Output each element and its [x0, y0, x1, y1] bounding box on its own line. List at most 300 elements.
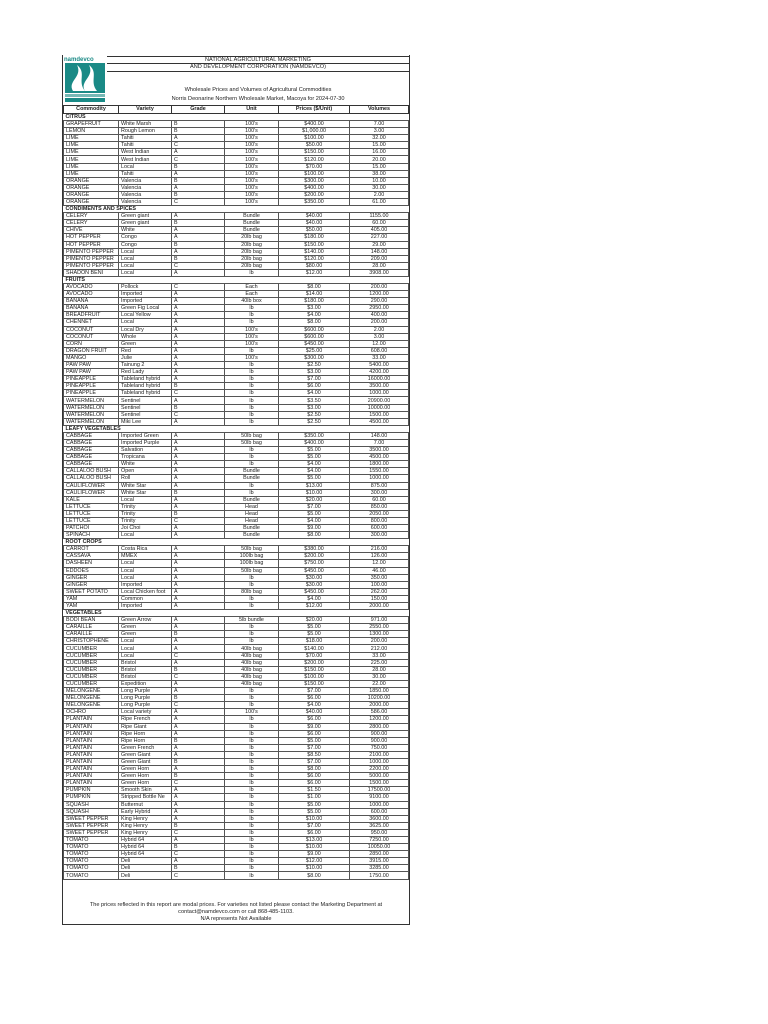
table-cell: Joi Choi	[119, 525, 172, 532]
table-cell: A	[172, 595, 225, 602]
table-cell: PUMPKIN	[64, 794, 119, 801]
table-cell: BANANA	[64, 298, 119, 305]
table-cell: A	[172, 234, 225, 241]
svg-text:namdevco: namdevco	[64, 57, 94, 63]
table-cell: Bundle	[225, 475, 279, 482]
table-cell: $8.00	[279, 872, 350, 879]
table-cell: 40lb bag	[225, 673, 279, 680]
table-cell: 9100.00	[350, 794, 409, 801]
table-row	[64, 468, 409, 475]
table-cell: Bundle	[225, 227, 279, 234]
table-cell: B	[172, 177, 225, 184]
table-cell: 2000.00	[350, 702, 409, 709]
table-cell: CABBAGE	[64, 432, 119, 439]
table-cell: 1500.00	[350, 780, 409, 787]
table-cell: Ripe Giant	[119, 723, 172, 730]
table-cell: DRAGON FRUIT	[64, 347, 119, 354]
table-cell: A	[172, 730, 225, 737]
table-cell: 100's	[225, 184, 279, 191]
table-cell: 2.00	[350, 191, 409, 198]
table-cell: CARAILLE	[64, 631, 119, 638]
org-line-2: AND DEVELOPMENT CORPORATION (NAMDEVCO)	[107, 63, 409, 72]
table-cell: Sentinel	[119, 411, 172, 418]
table-cell: WATERMELON	[64, 404, 119, 411]
table-row	[64, 199, 409, 206]
table-cell: $4.00	[279, 517, 350, 524]
table-cell: A	[172, 787, 225, 794]
table-cell: 1800.00	[350, 461, 409, 468]
table-cell: Salvation	[119, 447, 172, 454]
table-cell: 4200.00	[350, 369, 409, 376]
table-cell: Expedition	[119, 680, 172, 687]
table-cell: Green Horn	[119, 766, 172, 773]
table-row	[64, 737, 409, 744]
table-row	[64, 390, 409, 397]
table-cell: Local	[119, 262, 172, 269]
footer-na-note: N/A represents Not Available	[200, 915, 272, 922]
table-cell: Red	[119, 347, 172, 354]
table-cell: Bundle	[225, 213, 279, 220]
table-cell: Local	[119, 532, 172, 539]
table-cell: B	[172, 758, 225, 765]
table-cell: lb	[225, 631, 279, 638]
table-cell: A	[172, 376, 225, 383]
table-cell: $12.00	[279, 603, 350, 610]
table-cell: lb	[225, 780, 279, 787]
table-cell: B	[172, 822, 225, 829]
table-cell: A	[172, 808, 225, 815]
table-cell: Butternut	[119, 801, 172, 808]
table-row	[64, 659, 409, 666]
table-cell: Local	[119, 319, 172, 326]
table-row	[64, 135, 409, 142]
table-cell: lb	[225, 603, 279, 610]
table-cell: $200.00	[279, 191, 350, 198]
table-row	[64, 482, 409, 489]
table-cell: Tahiti	[119, 142, 172, 149]
table-cell: 971.00	[350, 617, 409, 624]
table-cell: Bundle	[225, 496, 279, 503]
table-cell: TOMATO	[64, 837, 119, 844]
table-cell: Head	[225, 517, 279, 524]
table-cell: A	[172, 312, 225, 319]
table-row	[64, 617, 409, 624]
table-cell: 2850.00	[350, 851, 409, 858]
table-cell: PIMENTO PEPPER	[64, 255, 119, 262]
table-cell: 300.00	[350, 489, 409, 496]
table-cell: $300.00	[279, 177, 350, 184]
section-header	[64, 425, 409, 432]
table-cell: 30.00	[350, 184, 409, 191]
table-row	[64, 326, 409, 333]
table-row	[64, 815, 409, 822]
table-cell: 20lb bag	[225, 262, 279, 269]
table-cell: PLANTAIN	[64, 758, 119, 765]
table-cell: $25.00	[279, 347, 350, 354]
table-cell: A	[172, 744, 225, 751]
table-row	[64, 560, 409, 567]
table-cell: Ripe Horn	[119, 737, 172, 744]
table-cell: 608.00	[350, 347, 409, 354]
table-cell: $6.00	[279, 773, 350, 780]
table-cell: $30.00	[279, 574, 350, 581]
table-cell: BREADFRUIT	[64, 312, 119, 319]
table-cell: Local	[119, 163, 172, 170]
table-row	[64, 680, 409, 687]
table-cell: Bundle	[225, 532, 279, 539]
table-cell: CAULIFLOWER	[64, 482, 119, 489]
table-cell: lb	[225, 872, 279, 879]
table-cell: $9.00	[279, 525, 350, 532]
table-cell: lb	[225, 595, 279, 602]
table-row	[64, 489, 409, 496]
table-cell: A	[172, 532, 225, 539]
table-row	[64, 262, 409, 269]
table-cell: A	[172, 447, 225, 454]
table-row	[64, 333, 409, 340]
table-cell: $4.00	[279, 702, 350, 709]
table-cell: Sentinel	[119, 397, 172, 404]
table-cell: C	[172, 872, 225, 879]
table-cell: C	[172, 673, 225, 680]
table-cell: $8.00	[279, 766, 350, 773]
table-cell: A	[172, 354, 225, 361]
table-row	[64, 234, 409, 241]
table-cell: 16000.00	[350, 376, 409, 383]
table-cell: $6.00	[279, 383, 350, 390]
table-cell: A	[172, 588, 225, 595]
table-cell: lb	[225, 269, 279, 276]
table-cell: $180.00	[279, 298, 350, 305]
table-cell: lb	[225, 347, 279, 354]
table-cell: 15.00	[350, 142, 409, 149]
table-cell: 216.00	[350, 546, 409, 553]
table-row	[64, 510, 409, 517]
table-cell: C	[172, 142, 225, 149]
table-cell: $120.00	[279, 255, 350, 262]
table-row	[64, 454, 409, 461]
table-cell: lb	[225, 447, 279, 454]
table-cell: LETTUCE	[64, 517, 119, 524]
table-row	[64, 220, 409, 227]
table-cell: 2800.00	[350, 723, 409, 730]
table-cell: lb	[225, 624, 279, 631]
table-cell: CALLALOO BUSH	[64, 468, 119, 475]
table-cell: lb	[225, 851, 279, 858]
table-cell: 100's	[225, 199, 279, 206]
table-cell: 225.00	[350, 659, 409, 666]
table-cell: Bristol	[119, 666, 172, 673]
table-cell: lb	[225, 695, 279, 702]
table-cell: B	[172, 844, 225, 851]
table-cell: $400.00	[279, 121, 350, 128]
table-cell: $5.00	[279, 624, 350, 631]
table-cell: CABBAGE	[64, 461, 119, 468]
table-cell: Red Lady	[119, 369, 172, 376]
table-cell: $2.50	[279, 411, 350, 418]
table-cell: ORANGE	[64, 191, 119, 198]
table-cell: Each	[225, 283, 279, 290]
table-cell: SQUASH	[64, 801, 119, 808]
table-cell: 100's	[225, 135, 279, 142]
table-cell: 300.00	[350, 532, 409, 539]
table-row	[64, 447, 409, 454]
section-header	[64, 539, 409, 546]
table-cell: lb	[225, 844, 279, 851]
table-cell: lb	[225, 362, 279, 369]
table-cell: $3.00	[279, 305, 350, 312]
table-row	[64, 723, 409, 730]
table-cell: $18.00	[279, 638, 350, 645]
table-cell: 100's	[225, 709, 279, 716]
table-cell: $7.00	[279, 822, 350, 829]
table-cell: $300.00	[279, 354, 350, 361]
table-cell: A	[172, 291, 225, 298]
table-cell: Roll	[119, 475, 172, 482]
table-cell: 1300.00	[350, 631, 409, 638]
table-cell: Imported Green	[119, 432, 172, 439]
table-cell: Green Giant	[119, 758, 172, 765]
table-row	[64, 191, 409, 198]
table-cell: TOMATO	[64, 858, 119, 865]
table-cell: lb	[225, 787, 279, 794]
table-cell: Green Giant	[119, 751, 172, 758]
table-row	[64, 865, 409, 872]
table-cell: 1550.00	[350, 468, 409, 475]
table-row	[64, 305, 409, 312]
table-cell: $750.00	[279, 560, 350, 567]
table-cell: CHRISTOPHENE	[64, 638, 119, 645]
table-cell: Local	[119, 496, 172, 503]
table-cell: $7.00	[279, 503, 350, 510]
table-cell: A	[172, 837, 225, 844]
table-cell: $450.00	[279, 340, 350, 347]
table-cell: CUCUMBER	[64, 666, 119, 673]
table-row	[64, 794, 409, 801]
section-title: CONDIMENTS AND SPICES	[65, 206, 136, 213]
table-cell: $3.00	[279, 369, 350, 376]
table-cell: YAM	[64, 603, 119, 610]
table-cell: $12.00	[279, 269, 350, 276]
table-cell: GRAPEFRUIT	[64, 121, 119, 128]
table-row	[64, 532, 409, 539]
table-cell: lb	[225, 418, 279, 425]
table-row	[64, 170, 409, 177]
table-cell: 2950.00	[350, 305, 409, 312]
table-cell: MANGO	[64, 354, 119, 361]
table-cell: PATCHOI	[64, 525, 119, 532]
table-cell: $13.00	[279, 837, 350, 844]
table-row	[64, 503, 409, 510]
table-row	[64, 517, 409, 524]
table-cell: A	[172, 432, 225, 439]
table-cell: AVOCADO	[64, 283, 119, 290]
table-cell: KALE	[64, 496, 119, 503]
table-row	[64, 354, 409, 361]
table-cell: 3500.00	[350, 447, 409, 454]
table-cell: Valencia	[119, 199, 172, 206]
table-cell: 262.00	[350, 588, 409, 595]
table-cell: 150.00	[350, 595, 409, 602]
table-cell: $450.00	[279, 588, 350, 595]
table-cell: $5.00	[279, 447, 350, 454]
table-cell: lb	[225, 688, 279, 695]
table-cell: 20900.00	[350, 397, 409, 404]
section-title: FRUITS	[65, 276, 85, 283]
table-cell: $4.00	[279, 595, 350, 602]
table-cell: 1155.00	[350, 213, 409, 220]
table-cell: Long Purple	[119, 695, 172, 702]
table-row	[64, 163, 409, 170]
table-cell: WATERMELON	[64, 411, 119, 418]
table-cell: Tableland hybrid	[119, 390, 172, 397]
table-cell: $200.00	[279, 659, 350, 666]
table-cell: $150.00	[279, 666, 350, 673]
table-cell: Green giant	[119, 220, 172, 227]
table-cell: ORANGE	[64, 177, 119, 184]
table-cell: $100.00	[279, 170, 350, 177]
table-cell: lb	[225, 369, 279, 376]
table-cell: $4.00	[279, 390, 350, 397]
table-cell: CABBAGE	[64, 454, 119, 461]
table-cell: $4.00	[279, 468, 350, 475]
table-cell: lb	[225, 454, 279, 461]
table-row	[64, 475, 409, 482]
table-cell: B	[172, 383, 225, 390]
table-cell: A	[172, 766, 225, 773]
table-cell: PLANTAIN	[64, 766, 119, 773]
table-cell: C	[172, 517, 225, 524]
table-cell: 29.00	[350, 241, 409, 248]
table-cell: 2100.00	[350, 751, 409, 758]
table-row	[64, 227, 409, 234]
table-row	[64, 851, 409, 858]
table-cell: lb	[225, 489, 279, 496]
table-cell: Green French	[119, 744, 172, 751]
table-row	[64, 773, 409, 780]
table-row	[64, 269, 409, 276]
table-cell: MELONGENE	[64, 695, 119, 702]
table-cell: 4500.00	[350, 418, 409, 425]
table-cell: Local	[119, 652, 172, 659]
table-cell: Tainung 2	[119, 362, 172, 369]
table-cell: $5.00	[279, 801, 350, 808]
table-cell: $600.00	[279, 333, 350, 340]
table-cell: $4.00	[279, 312, 350, 319]
table-cell: 5400.00	[350, 362, 409, 369]
table-cell: A	[172, 475, 225, 482]
section-header	[64, 610, 409, 617]
table-cell: $6.00	[279, 829, 350, 836]
table-cell: White Star	[119, 482, 172, 489]
table-cell: 3.00	[350, 333, 409, 340]
table-row	[64, 439, 409, 446]
table-cell: lb	[225, 723, 279, 730]
table-cell: Costa Rica	[119, 546, 172, 553]
table-cell: A	[172, 333, 225, 340]
table-cell: A	[172, 638, 225, 645]
table-cell: C	[172, 780, 225, 787]
table-row	[64, 872, 409, 879]
table-cell: 100's	[225, 170, 279, 177]
table-cell: $40.00	[279, 709, 350, 716]
table-cell: $10.00	[279, 489, 350, 496]
table-cell: LIME	[64, 135, 119, 142]
table-cell: $20.00	[279, 617, 350, 624]
table-cell: $8.00	[279, 532, 350, 539]
table-cell: PAW PAW	[64, 369, 119, 376]
table-row	[64, 461, 409, 468]
table-cell: 50lb bag	[225, 432, 279, 439]
table-cell: 1000.00	[350, 390, 409, 397]
report-title: Wholesale Prices and Volumes of Agricultural Commodities	[184, 87, 332, 93]
section-header	[64, 276, 409, 283]
table-cell: B	[172, 128, 225, 135]
table-cell: Tahiti	[119, 170, 172, 177]
table-cell: $100.00	[279, 673, 350, 680]
table-cell: Valencia	[119, 191, 172, 198]
table-cell: West Indian	[119, 149, 172, 156]
table-cell: B	[172, 489, 225, 496]
table-row	[64, 376, 409, 383]
table-cell: 100lb bag	[225, 553, 279, 560]
table-cell: lb	[225, 581, 279, 588]
table-cell: lb	[225, 737, 279, 744]
table-cell: $7.00	[279, 758, 350, 765]
table-cell: A	[172, 858, 225, 865]
table-cell: C	[172, 390, 225, 397]
table-cell: $7.00	[279, 688, 350, 695]
table-row	[64, 837, 409, 844]
table-cell: $80.00	[279, 262, 350, 269]
table-cell: Hybrid 64	[119, 844, 172, 851]
table-cell: $20.00	[279, 496, 350, 503]
table-cell: PINEAPPLE	[64, 390, 119, 397]
table-cell: EDDOES	[64, 567, 119, 574]
table-cell: A	[172, 269, 225, 276]
table-cell: lb	[225, 858, 279, 865]
table-cell: Trinity	[119, 503, 172, 510]
table-cell: 200.00	[350, 283, 409, 290]
table-row	[64, 766, 409, 773]
table-cell: 50lb bag	[225, 567, 279, 574]
table-cell: $120.00	[279, 156, 350, 163]
table-cell: A	[172, 149, 225, 156]
table-cell: $9.00	[279, 851, 350, 858]
table-cell: 2550.00	[350, 624, 409, 631]
table-cell: A	[172, 326, 225, 333]
table-cell: 10.00	[350, 177, 409, 184]
table-cell: A	[172, 482, 225, 489]
table-cell: 100's	[225, 156, 279, 163]
table-row	[64, 822, 409, 829]
table-cell: PINEAPPLE	[64, 376, 119, 383]
table-cell: $5.00	[279, 808, 350, 815]
table-cell: $5.00	[279, 510, 350, 517]
table-row	[64, 298, 409, 305]
table-cell: B	[172, 255, 225, 262]
table-cell: $40.00	[279, 213, 350, 220]
table-cell: lb	[225, 744, 279, 751]
table-cell: HOT PEPPER	[64, 241, 119, 248]
table-cell: Local	[119, 255, 172, 262]
table-cell: CELERY	[64, 220, 119, 227]
table-row	[64, 595, 409, 602]
table-cell: 7.00	[350, 121, 409, 128]
table-cell: 28.00	[350, 262, 409, 269]
table-cell: COCONUT	[64, 333, 119, 340]
table-cell: 100's	[225, 128, 279, 135]
